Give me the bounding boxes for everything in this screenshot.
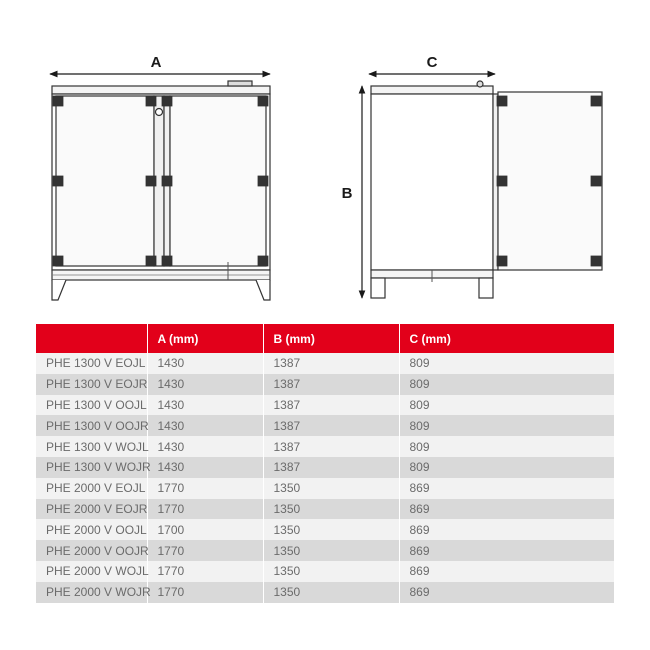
cell-model: PHE 1300 V OOJL xyxy=(36,395,147,416)
cell-b: 1350 xyxy=(263,540,399,561)
table-row xyxy=(36,436,614,457)
cell-a: 1430 xyxy=(147,353,263,374)
cell-model: PHE 2000 V WOJR xyxy=(36,582,147,603)
header-a: A (mm) xyxy=(147,324,263,353)
cell-model: PHE 2000 V EOJL xyxy=(36,478,147,499)
cell-c: 809 xyxy=(399,457,614,478)
door-right xyxy=(170,96,266,266)
cell-a: 1430 xyxy=(147,457,263,478)
cell-model: PHE 2000 V WOJL xyxy=(36,561,147,582)
cell-model: PHE 1300 V WOJL xyxy=(36,436,147,457)
cell-b: 1350 xyxy=(263,499,399,520)
dimension-drawing xyxy=(0,0,650,320)
cell-b: 1387 xyxy=(263,457,399,478)
cell-c: 869 xyxy=(399,540,614,561)
cell-a: 1700 xyxy=(147,519,263,540)
cell-c: 869 xyxy=(399,519,614,540)
cabinet-side-top xyxy=(371,86,493,94)
cell-model: PHE 1300 V WOJR xyxy=(36,457,147,478)
front-view xyxy=(50,74,270,300)
dimension-label-a: A xyxy=(150,54,162,71)
cell-c: 809 xyxy=(399,436,614,457)
table-row xyxy=(36,374,614,395)
dimension-label-c: C xyxy=(426,54,438,71)
table-row xyxy=(36,415,614,436)
cell-b: 1350 xyxy=(263,478,399,499)
cell-a: 1430 xyxy=(147,415,263,436)
leg-left xyxy=(52,280,66,300)
table-row xyxy=(36,478,614,499)
cell-b: 1350 xyxy=(263,582,399,603)
cell-b: 1387 xyxy=(263,395,399,416)
cell-b: 1350 xyxy=(263,561,399,582)
cell-model: PHE 2000 V OOJL xyxy=(36,519,147,540)
table-row xyxy=(36,561,614,582)
cell-c: 869 xyxy=(399,499,614,520)
top-handle xyxy=(228,81,252,86)
table-row xyxy=(36,353,614,374)
cell-c: 809 xyxy=(399,374,614,395)
cabinet-body-side xyxy=(371,94,493,270)
cell-a: 1770 xyxy=(147,499,263,520)
cell-b: 1387 xyxy=(263,353,399,374)
cell-a: 1430 xyxy=(147,436,263,457)
table-header-row xyxy=(36,324,614,353)
cell-a: 1430 xyxy=(147,374,263,395)
table-row xyxy=(36,582,614,603)
cell-b: 1387 xyxy=(263,415,399,436)
door-lock xyxy=(156,109,163,116)
cell-c: 809 xyxy=(399,395,614,416)
cell-a: 1770 xyxy=(147,478,263,499)
cell-a: 1770 xyxy=(147,582,263,603)
side-leg-left xyxy=(371,278,385,298)
cell-c: 869 xyxy=(399,582,614,603)
cell-model: PHE 1300 V EOJR xyxy=(36,374,147,395)
table-row xyxy=(36,519,614,540)
cabinet-top-rail xyxy=(52,86,270,94)
cell-a: 1770 xyxy=(147,561,263,582)
table-row xyxy=(36,540,614,561)
cell-b: 1350 xyxy=(263,519,399,540)
table-row xyxy=(36,457,614,478)
door-left xyxy=(56,96,154,266)
cell-model: PHE 1300 V OOJR xyxy=(36,415,147,436)
cell-c: 869 xyxy=(399,561,614,582)
open-door xyxy=(498,92,602,270)
dimensions-table xyxy=(36,324,614,603)
side-leg-right xyxy=(479,278,493,298)
side-view xyxy=(362,74,602,298)
dimension-label-b: B xyxy=(341,185,353,202)
cell-c: 869 xyxy=(399,478,614,499)
cell-c: 809 xyxy=(399,415,614,436)
cell-b: 1387 xyxy=(263,374,399,395)
cell-model: PHE 2000 V EOJR xyxy=(36,499,147,520)
cell-model: PHE 1300 V EOJL xyxy=(36,353,147,374)
table-row xyxy=(36,395,614,416)
cell-b: 1387 xyxy=(263,436,399,457)
cell-model: PHE 2000 V OOJR xyxy=(36,540,147,561)
cell-a: 1430 xyxy=(147,395,263,416)
cell-a: 1770 xyxy=(147,540,263,561)
header-b: B (mm) xyxy=(263,324,399,353)
leg-right xyxy=(256,280,270,300)
top-knob xyxy=(477,81,483,87)
cell-c: 809 xyxy=(399,353,614,374)
header-model xyxy=(36,324,147,353)
table-row xyxy=(36,499,614,520)
header-c: C (mm) xyxy=(399,324,614,353)
